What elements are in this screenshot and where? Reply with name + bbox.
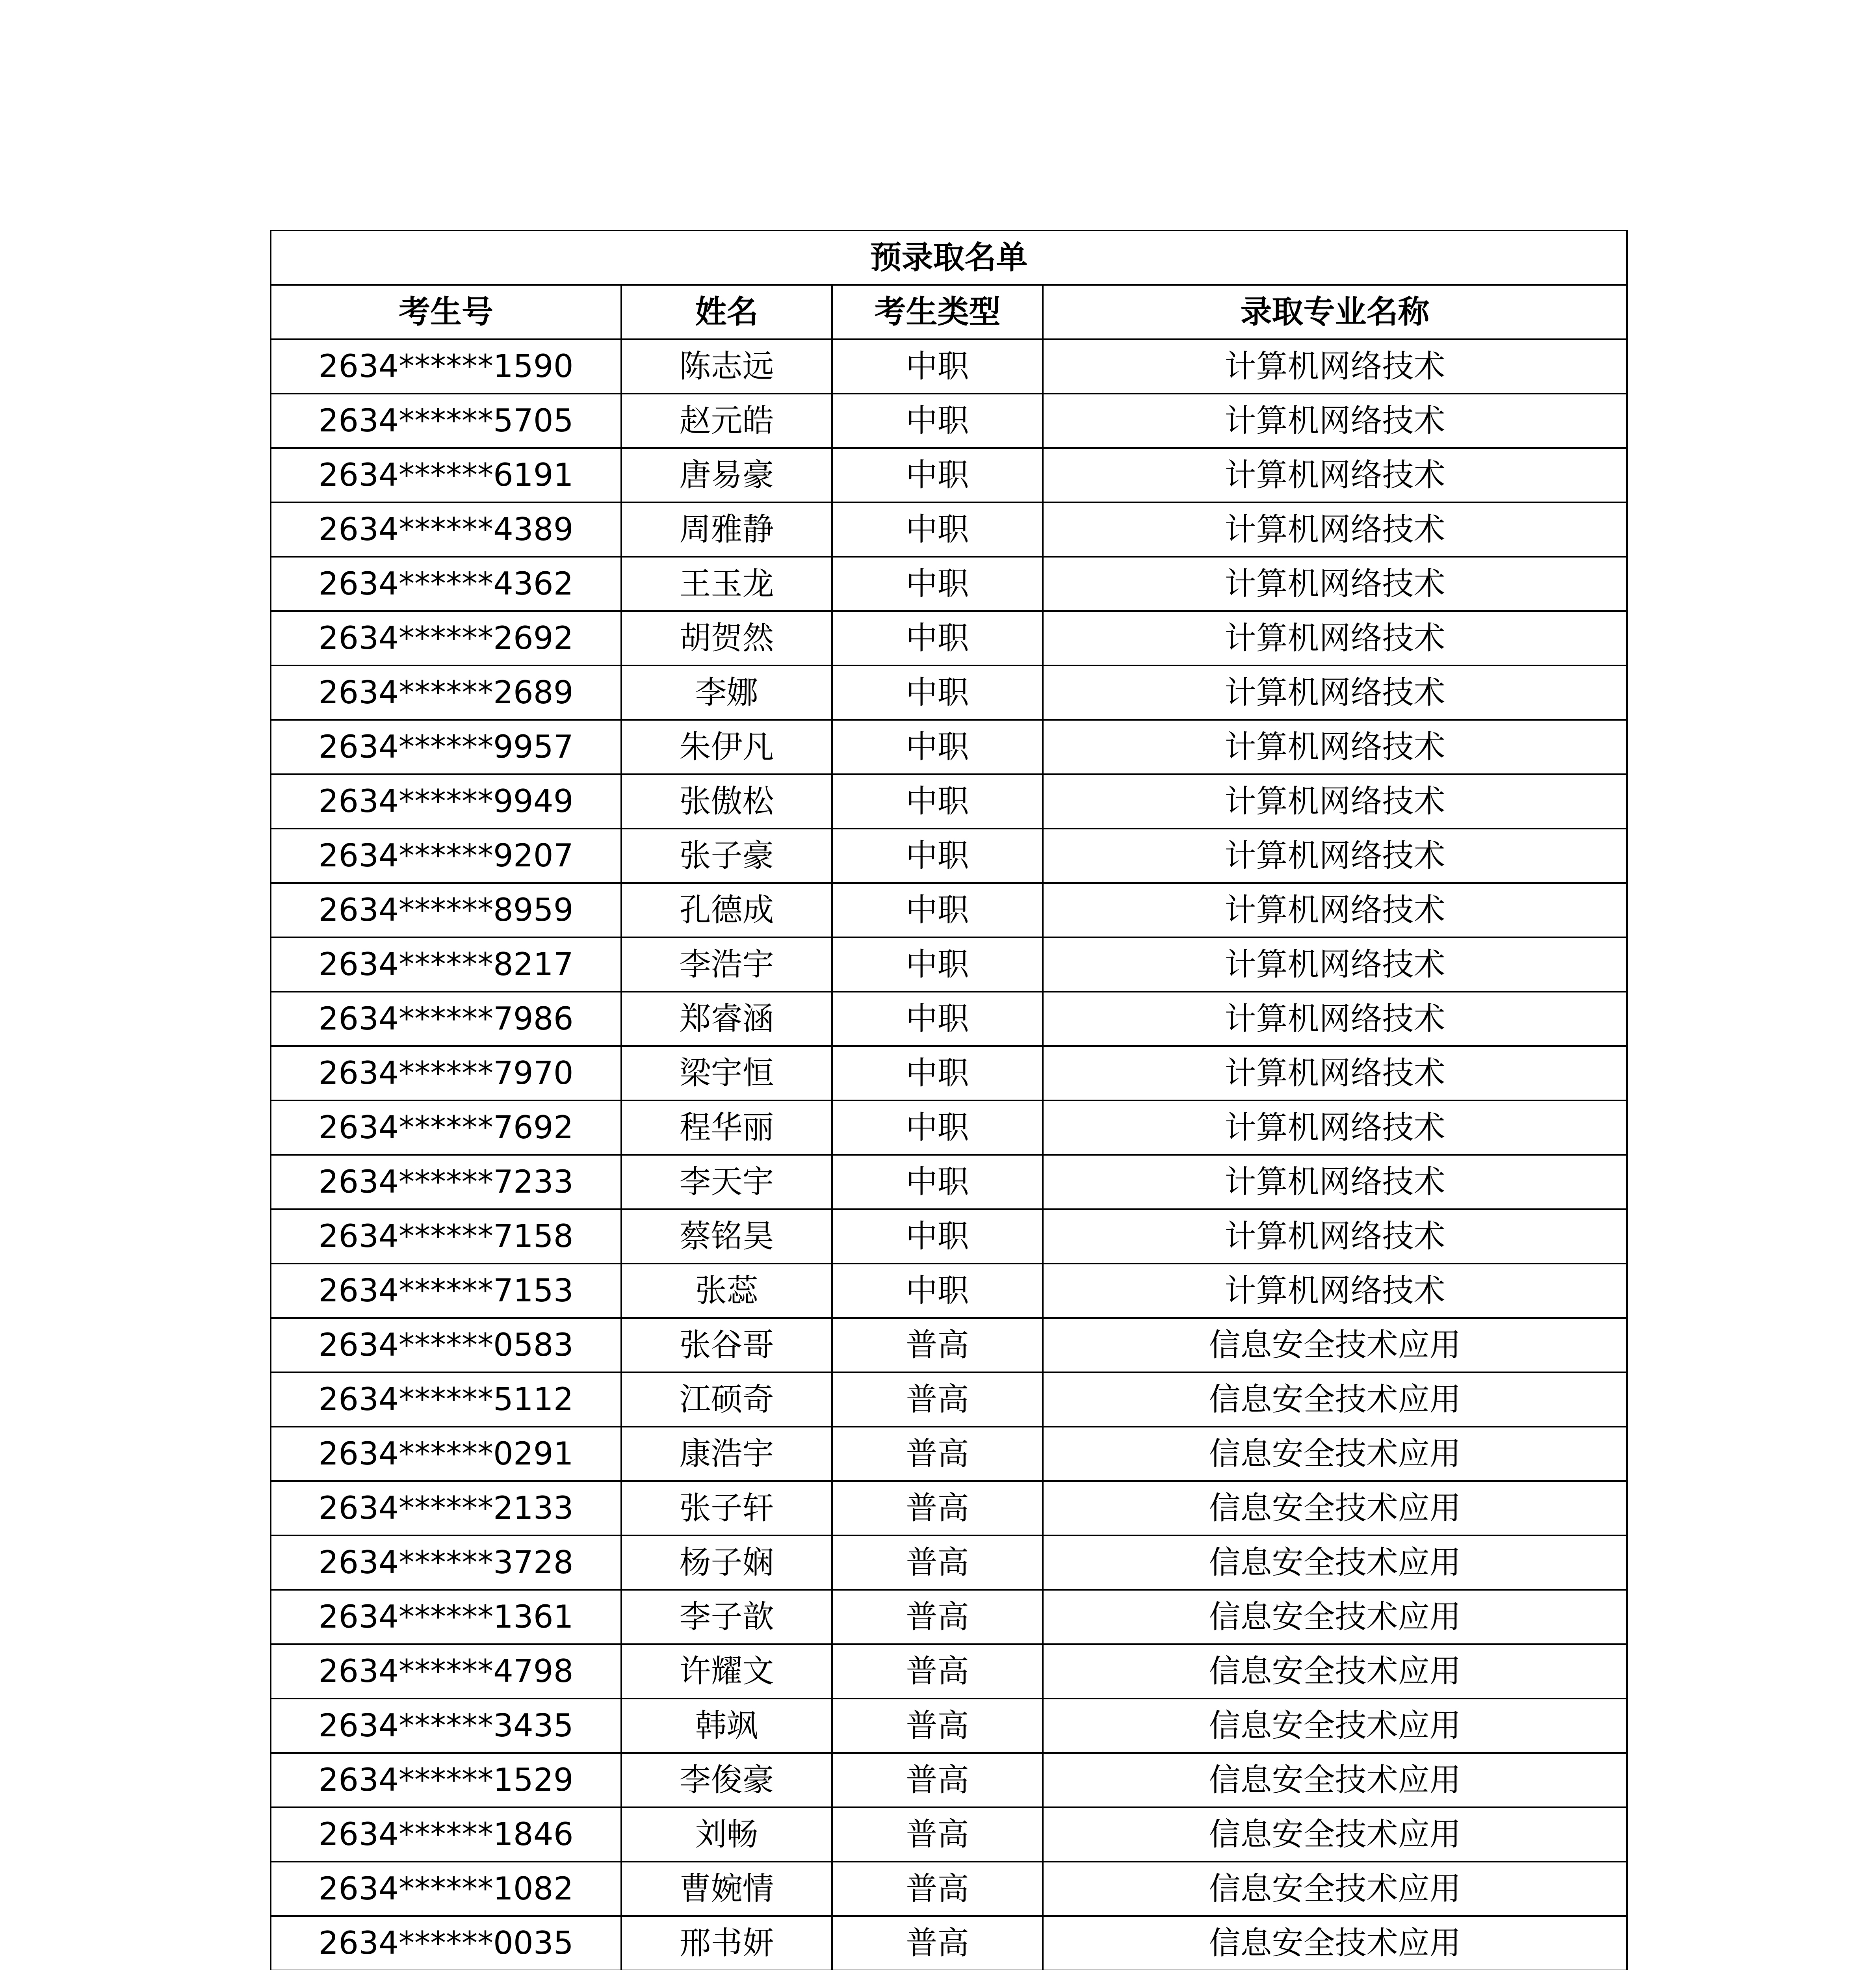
- name-cell: 刘畅: [621, 1807, 832, 1862]
- table-row: [271, 665, 1627, 720]
- name-cell: 江硕奇: [621, 1372, 832, 1427]
- table-row: [271, 720, 1627, 774]
- table-title: 预录取名单: [271, 230, 1627, 285]
- student-type-cell: 中职: [832, 1264, 1043, 1318]
- name-cell: 杨子娴: [621, 1535, 832, 1590]
- major-cell: 计算机网络技术: [1043, 665, 1627, 720]
- name-cell: 郑睿涵: [621, 992, 832, 1046]
- exam-number-cell: 2634******4362: [271, 557, 621, 611]
- major-cell: 计算机网络技术: [1043, 992, 1627, 1046]
- student-type-cell: 中职: [832, 394, 1043, 448]
- exam-number-cell: 2634******3728: [271, 1535, 621, 1590]
- exam-number-cell: 2634******7986: [271, 992, 621, 1046]
- admission-list-table: [270, 230, 1628, 1970]
- exam-number-cell: 2634******9207: [271, 829, 621, 883]
- name-cell: 蔡铭昊: [621, 1209, 832, 1264]
- name-cell: 张子轩: [621, 1481, 832, 1535]
- exam-number-cell: 2634******0035: [271, 1916, 621, 1970]
- student-type-cell: 中职: [832, 829, 1043, 883]
- exam-number-cell: 2634******0291: [271, 1427, 621, 1481]
- student-type-cell: 中职: [832, 1155, 1043, 1209]
- student-type-cell: 中职: [832, 1046, 1043, 1100]
- major-cell: 计算机网络技术: [1043, 502, 1627, 557]
- exam-number-cell: 2634******1082: [271, 1862, 621, 1916]
- name-cell: 朱伊凡: [621, 720, 832, 774]
- table-row: [271, 1535, 1627, 1590]
- student-type-cell: 普高: [832, 1916, 1043, 1970]
- table-row: [271, 1372, 1627, 1427]
- exam-number-cell: 2634******7158: [271, 1209, 621, 1264]
- major-cell: 计算机网络技术: [1043, 883, 1627, 937]
- major-cell: 计算机网络技术: [1043, 394, 1627, 448]
- exam-number-cell: 2634******2692: [271, 611, 621, 665]
- exam-number-cell: 2634******1529: [271, 1753, 621, 1807]
- title-row: [271, 230, 1627, 285]
- column-header-major: 录取专业名称: [1043, 285, 1627, 339]
- major-cell: 计算机网络技术: [1043, 448, 1627, 502]
- student-type-cell: 中职: [832, 720, 1043, 774]
- student-type-cell: 普高: [832, 1372, 1043, 1427]
- table-row: [271, 1481, 1627, 1535]
- name-cell: 李天宇: [621, 1155, 832, 1209]
- student-type-cell: 中职: [832, 883, 1043, 937]
- table-row: [271, 502, 1627, 557]
- exam-number-cell: 2634******7153: [271, 1264, 621, 1318]
- table-row: [271, 1209, 1627, 1264]
- name-cell: 曹婉情: [621, 1862, 832, 1916]
- major-cell: 计算机网络技术: [1043, 937, 1627, 992]
- student-type-cell: 中职: [832, 448, 1043, 502]
- major-cell: 信息安全技术应用: [1043, 1862, 1627, 1916]
- exam-number-cell: 2634******0583: [271, 1318, 621, 1372]
- major-cell: 计算机网络技术: [1043, 829, 1627, 883]
- name-cell: 韩飒: [621, 1699, 832, 1753]
- name-cell: 程华丽: [621, 1100, 832, 1155]
- name-cell: 陈志远: [621, 339, 832, 394]
- major-cell: 信息安全技术应用: [1043, 1535, 1627, 1590]
- exam-number-cell: 2634******9957: [271, 720, 621, 774]
- student-type-cell: 普高: [832, 1644, 1043, 1699]
- table-row: [271, 1699, 1627, 1753]
- student-type-cell: 普高: [832, 1590, 1043, 1644]
- exam-number-cell: 2634******7692: [271, 1100, 621, 1155]
- major-cell: 信息安全技术应用: [1043, 1699, 1627, 1753]
- table-row: [271, 611, 1627, 665]
- major-cell: 计算机网络技术: [1043, 1100, 1627, 1155]
- table-row: [271, 1046, 1627, 1100]
- table-row: [271, 1590, 1627, 1644]
- student-type-cell: 中职: [832, 1100, 1043, 1155]
- exam-number-cell: 2634******1846: [271, 1807, 621, 1862]
- exam-number-cell: 2634******3435: [271, 1699, 621, 1753]
- student-type-cell: 中职: [832, 611, 1043, 665]
- table-row: [271, 1807, 1627, 1862]
- exam-number-cell: 2634******7970: [271, 1046, 621, 1100]
- student-type-cell: 普高: [832, 1753, 1043, 1807]
- student-type-cell: 中职: [832, 992, 1043, 1046]
- major-cell: 信息安全技术应用: [1043, 1318, 1627, 1372]
- name-cell: 孔德成: [621, 883, 832, 937]
- exam-number-cell: 2634******5705: [271, 394, 621, 448]
- name-cell: 康浩宇: [621, 1427, 832, 1481]
- table-row: [271, 1427, 1627, 1481]
- table-row: [271, 774, 1627, 829]
- major-cell: 计算机网络技术: [1043, 611, 1627, 665]
- major-cell: 信息安全技术应用: [1043, 1753, 1627, 1807]
- name-cell: 梁宇恒: [621, 1046, 832, 1100]
- major-cell: 计算机网络技术: [1043, 1155, 1627, 1209]
- major-cell: 计算机网络技术: [1043, 774, 1627, 829]
- table-row: [271, 1155, 1627, 1209]
- student-type-cell: 中职: [832, 557, 1043, 611]
- name-cell: 王玉龙: [621, 557, 832, 611]
- table-row: [271, 1753, 1627, 1807]
- table-row: [271, 394, 1627, 448]
- name-cell: 张蕊: [621, 1264, 832, 1318]
- table-row: [271, 1644, 1627, 1699]
- table-row: [271, 339, 1627, 394]
- table-row: [271, 1264, 1627, 1318]
- name-cell: 张子豪: [621, 829, 832, 883]
- exam-number-cell: 2634******6191: [271, 448, 621, 502]
- major-cell: 信息安全技术应用: [1043, 1590, 1627, 1644]
- major-cell: 计算机网络技术: [1043, 1264, 1627, 1318]
- major-cell: 信息安全技术应用: [1043, 1916, 1627, 1970]
- table-row: [271, 883, 1627, 937]
- header-row: [271, 285, 1627, 339]
- major-cell: 计算机网络技术: [1043, 720, 1627, 774]
- exam-number-cell: 2634******4798: [271, 1644, 621, 1699]
- name-cell: 赵元皓: [621, 394, 832, 448]
- student-type-cell: 普高: [832, 1481, 1043, 1535]
- table-head: [271, 230, 1627, 339]
- name-cell: 李浩宇: [621, 937, 832, 992]
- major-cell: 计算机网络技术: [1043, 557, 1627, 611]
- table-row: [271, 829, 1627, 883]
- table-row: [271, 1100, 1627, 1155]
- exam-number-cell: 2634******8959: [271, 883, 621, 937]
- major-cell: 信息安全技术应用: [1043, 1807, 1627, 1862]
- exam-number-cell: 2634******7233: [271, 1155, 621, 1209]
- exam-number-cell: 2634******2133: [271, 1481, 621, 1535]
- student-type-cell: 普高: [832, 1535, 1043, 1590]
- student-type-cell: 普高: [832, 1862, 1043, 1916]
- table-row: [271, 448, 1627, 502]
- name-cell: 胡贺然: [621, 611, 832, 665]
- table-body: [271, 339, 1627, 1970]
- table-row: [271, 1862, 1627, 1916]
- name-cell: 李娜: [621, 665, 832, 720]
- table-row: [271, 557, 1627, 611]
- student-type-cell: 中职: [832, 502, 1043, 557]
- name-cell: 邢书妍: [621, 1916, 832, 1970]
- exam-number-cell: 2634******9949: [271, 774, 621, 829]
- name-cell: 张傲松: [621, 774, 832, 829]
- student-type-cell: 中职: [832, 774, 1043, 829]
- name-cell: 李俊豪: [621, 1753, 832, 1807]
- major-cell: 计算机网络技术: [1043, 1209, 1627, 1264]
- exam-number-cell: 2634******2689: [271, 665, 621, 720]
- name-cell: 唐易豪: [621, 448, 832, 502]
- exam-number-cell: 2634******4389: [271, 502, 621, 557]
- exam-number-cell: 2634******5112: [271, 1372, 621, 1427]
- column-header-name: 姓名: [621, 285, 832, 339]
- name-cell: 张谷哥: [621, 1318, 832, 1372]
- major-cell: 信息安全技术应用: [1043, 1481, 1627, 1535]
- student-type-cell: 普高: [832, 1427, 1043, 1481]
- student-type-cell: 中职: [832, 339, 1043, 394]
- major-cell: 信息安全技术应用: [1043, 1427, 1627, 1481]
- student-type-cell: 中职: [832, 937, 1043, 992]
- student-type-cell: 普高: [832, 1699, 1043, 1753]
- major-cell: 信息安全技术应用: [1043, 1644, 1627, 1699]
- student-type-cell: 普高: [832, 1318, 1043, 1372]
- major-cell: 信息安全技术应用: [1043, 1372, 1627, 1427]
- table-row: [271, 992, 1627, 1046]
- major-cell: 计算机网络技术: [1043, 1046, 1627, 1100]
- name-cell: 许耀文: [621, 1644, 832, 1699]
- table-row: [271, 1916, 1627, 1970]
- table-row: [271, 937, 1627, 992]
- column-header-exam-number: 考生号: [271, 285, 621, 339]
- exam-number-cell: 2634******1361: [271, 1590, 621, 1644]
- name-cell: 周雅静: [621, 502, 832, 557]
- major-cell: 计算机网络技术: [1043, 339, 1627, 394]
- exam-number-cell: 2634******8217: [271, 937, 621, 992]
- name-cell: 李子歆: [621, 1590, 832, 1644]
- student-type-cell: 普高: [832, 1807, 1043, 1862]
- student-type-cell: 中职: [832, 665, 1043, 720]
- exam-number-cell: 2634******1590: [271, 339, 621, 394]
- table-row: [271, 1318, 1627, 1372]
- column-header-student-type: 考生类型: [832, 285, 1043, 339]
- student-type-cell: 中职: [832, 1209, 1043, 1264]
